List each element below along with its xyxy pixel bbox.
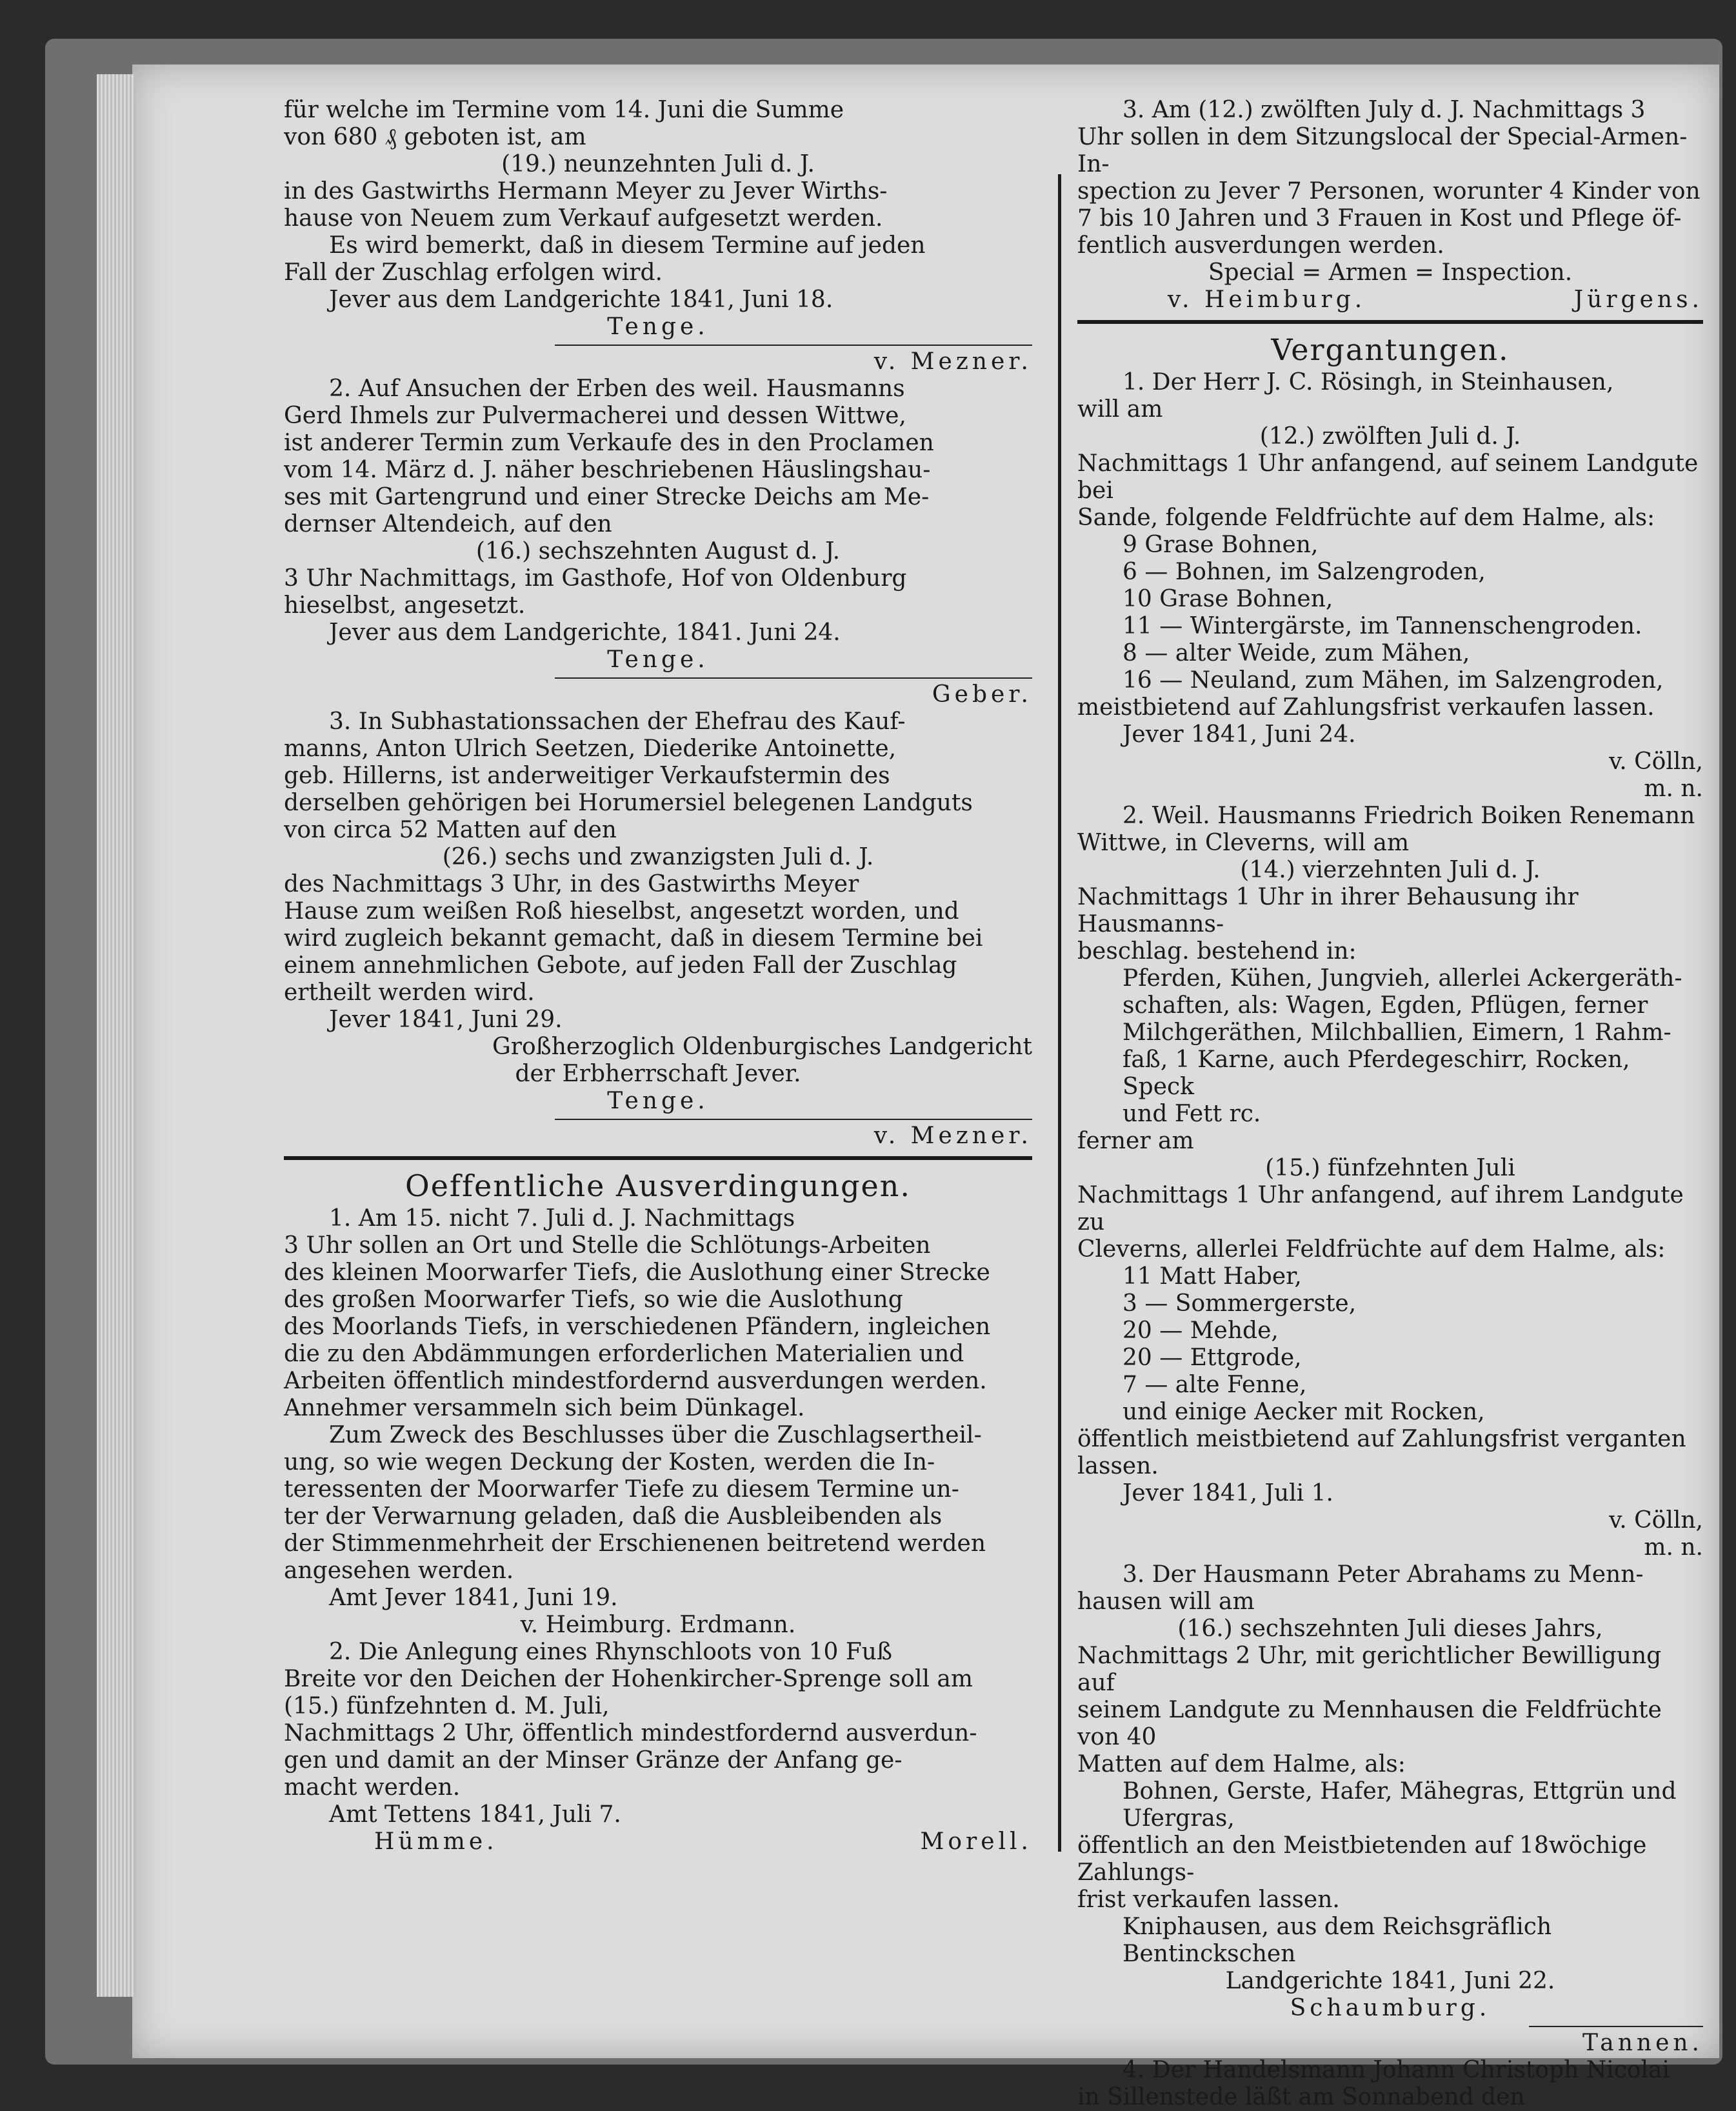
text-line: Uhr sollen in dem Sitzungslocal der Special-Armen-In- [1077,124,1688,177]
text-line: öffentlich an den Meistbietenden auf 18wöchige Zahlungs- [1077,1832,1647,1886]
text-line: 2. Auf Ansuchen der Erben des weil. Hausmanns [329,375,905,402]
divider [555,345,1032,346]
text-line: Sande, folgende Feldfrüchte auf dem Halme, als: [1077,505,1655,531]
text-line: faß, 1 Karne, auch Pferdegeschirr, Rocken, Speck [1122,1046,1630,1100]
text-line: (16.) sechszehnten Juli dieses Jahrs, [1177,1616,1603,1642]
page-edges [97,74,135,1997]
text-line: ses mit Gartengrund und einer Strecke Deichs am Me- [284,484,930,510]
left-column [284,97,1032,1856]
text-line: beschlag. bestehend in: [1077,938,1357,965]
text-line: 3. Der Hausmann Peter Abrahams zu Menn- [1122,1561,1644,1588]
text-line: des Moorlands Tiefs, in verschiedenen Pfändern, ingleichen [284,1314,991,1340]
text-line: meistbietend auf Zahlungsfrist verkaufen lassen. [1077,694,1655,721]
divider [555,677,1032,679]
signature: m. n. [1644,1534,1703,1561]
text-line: der Stimmenmehrheit der Erschienenen beitretend werden [284,1530,986,1557]
text-line: 2. Die Anlegung eines Rhynschloots von 10 Fuß [329,1639,893,1665]
text-line: (12.) zwölften Juli d. J. [1259,423,1521,450]
text-line: 3. In Subhastationssachen der Ehefrau des Kauf- [329,708,906,735]
text-line: ung, so wie wegen Deckung der Kosten, werden die In- [284,1449,935,1476]
text-line: macht werden. [284,1774,461,1801]
text-line: Special = Armen = Inspection. [1208,259,1573,286]
list-item: 20 — Ettgrode, [1122,1345,1302,1371]
text-line: Bohnen, Gerste, Hafer, Mähegras, Ettgrün und [1122,1778,1677,1805]
text-line: Nachmittags 1 Uhr in ihrer Behausung ihr Hausmanns- [1077,884,1579,937]
text-line: öffentlich meistbietend auf Zahlungsfrist verganten lassen. [1077,1426,1686,1479]
signature: Tenge. [607,1088,709,1114]
text-line: 3 Uhr Nachmittags, im Gasthofe, Hof von Oldenburg [284,565,907,592]
list-item: 20 — Mehde, [1122,1317,1279,1344]
text-line: Wittwe, in Cleverns, will am [1077,830,1410,856]
text-line: des Nachmittags 3 Uhr, in des Gastwirths Meyer [284,871,859,897]
signature: m. n. [1644,775,1703,802]
text-line: ist anderer Termin zum Verkaufe des in den Proclamen [284,430,934,456]
text-line: von 680 ₰ geboten ist, am [284,124,586,150]
text-line: 3 Uhr sollen an Ort und Stelle die Schlötungs-Arbeiten [284,1232,931,1259]
text-line: Breite vor den Deichen der Hohenkircher-Sprenge soll am [284,1666,973,1692]
text-line: Fall der Zuschlag erfolgen wird. [284,259,663,286]
text-line: Jever aus dem Landgerichte, 1841. Juni 24. [329,619,841,646]
text-line: in Sillenstede läßt am Sonnabend den [1077,2084,1525,2110]
text-line: 2. Weil. Hausmanns Friedrich Boiken Renemann [1122,803,1695,829]
signature: Geber. [932,681,1032,708]
signature: Tannen. [1582,2030,1703,2056]
list-item: 6 — Bohnen, im Salzengroden, [1122,559,1486,585]
text-line: des großen Moorwarfer Tiefs, so wie die Auslothung [284,1286,903,1313]
divider [1529,2026,1703,2027]
text-line: manns, Anton Ulrich Seetzen, Diederike Antoinette, [284,735,897,762]
text-line: für welche im Termine vom 14. Juni die Summe [284,97,844,123]
text-line: Nachmittags 2 Uhr, mit gerichtlicher Bewilligung auf [1077,1643,1662,1696]
section-rule [1077,320,1703,324]
text-line: der Erbherrschaft Jever. [515,1061,801,1087]
text-line: (15.) fünfzehnten d. M. Juli, [284,1693,610,1719]
text-line: Nachmittags 2 Uhr, öffentlich mindestfordernd ausverdun- [284,1720,977,1746]
text-line: 1. Am 15. nicht 7. Juli d. J. Nachmittags [329,1205,795,1232]
signature: Jürgens. [1573,286,1703,313]
text-line: Gerd Ihmels zur Pulvermacherei und dessen Wittwe, [284,403,906,429]
text-line: 1. Der Herr J. C. Rösingh, in Steinhausen, [1122,369,1614,395]
text-line: Zum Zweck des Beschlusses über die Zuschlagsertheil- [329,1422,982,1448]
text-line: geb. Hillerns, ist anderweitiger Verkaufstermin des [284,763,890,789]
text-line: Landgerichte 1841, Juni 22. [1225,1968,1555,1994]
text-line: frist verkaufen lassen. [1077,1886,1340,1913]
text-line: hausen will am [1077,1588,1255,1615]
text-line: 7 bis 10 Jahren und 3 Frauen in Kost und Pflege öf- [1077,205,1682,232]
section-heading: Vergantungen. [1271,332,1510,367]
text-line: Jever aus dem Landgerichte 1841, Juni 18. [329,286,833,313]
text-line: Milchgeräthen, Milchballien, Eimern, 1 Rahm- [1122,1019,1671,1046]
signature: v. Mezner. [873,348,1032,375]
text-line: Nachmittags 1 Uhr anfangend, auf ihrem Landgute zu [1077,1182,1684,1236]
text-line: (15.) fünfzehnten Juli [1265,1155,1515,1181]
text-line: die zu den Abdämmungen erforderlichen Materialien und [284,1341,964,1367]
text-line: (14.) vierzehnten Juli d. J. [1240,857,1541,883]
text-line: Hause zum weißen Roß hieselbst, angesetzt worden, und [284,898,959,925]
text-line: spection zu Jever 7 Personen, worunter 4 Kinder von [1077,178,1701,205]
signature: v. Heimburg. [1168,286,1366,313]
text-line: (19.) neunzehnten Juli d. J. [501,151,815,177]
text-line: (26.) sechs und zwanzigsten Juli d. J. [442,844,874,870]
text-line: vom 14. März d. J. näher beschriebenen Häuslingshau- [284,457,931,483]
text-line: dernser Altendeich, auf den [284,511,612,537]
signature: Schaumburg. [1290,1995,1491,2021]
text-line: Großherzoglich Oldenburgisches Landgericht [492,1034,1032,1060]
signature: Tenge. [607,646,709,673]
text-line: ertheilt werden wird. [284,979,535,1006]
text-line: in des Gastwirths Hermann Meyer zu Jever Wirths- [284,178,888,205]
list-item: 16 — Neuland, zum Mähen, im Salzengroden, [1122,667,1664,694]
signature-row [1077,286,1703,314]
text-line: angesehen werden. [284,1557,514,1584]
right-column [1077,97,1703,2111]
signature: Hümme. [374,1828,498,1855]
section-rule [284,1156,1032,1160]
text-line: Matten auf dem Halme, als: [1077,1751,1406,1777]
text-line: Ufergras, [1122,1805,1235,1832]
signature: v. Mezner. [873,1123,1032,1149]
signature: Tenge. [607,314,709,340]
text-line: 3. Am (12.) zwölften July d. J. Nachmittags 3 [1122,97,1646,123]
text-line: teressenten der Moorwarfer Tiefe zu diesem Termine un- [284,1476,959,1503]
text-line: Jever 1841, Juni 29. [329,1006,563,1033]
list-item: 11 — Wintergärste, im Tannenschengroden. [1122,613,1642,639]
signature: Morell. [920,1828,1032,1855]
section-heading: Oeffentliche Ausverdingungen. [404,1168,912,1203]
text-line: Jever 1841, Juni 24. [1122,721,1356,748]
text-line: Es wird bemerkt, daß in diesem Termine auf jeden [329,232,926,259]
signature: v. Cölln, [1609,1507,1703,1534]
text-line: einem annehmlichen Gebote, auf jeden Fall der Zuschlag [284,952,957,979]
text-line: Cleverns, allerlei Feldfrüchte auf dem Halme, als: [1077,1236,1666,1263]
text-line: hieselbst, angesetzt. [284,592,526,619]
list-item: 3 — Sommergerste, [1122,1290,1357,1317]
text-line: derselben gehörigen bei Horumersiel belegenen Landguts [284,790,973,816]
signature: v. Heimburg. Erdmann. [520,1612,796,1638]
signature: v. Cölln, [1609,748,1703,775]
list-item: 9 Grase Bohnen, [1122,532,1319,558]
column-divider [1058,174,1061,1852]
text-line: und Fett rc. [1122,1101,1261,1127]
list-item: 10 Grase Bohnen, [1122,586,1333,612]
text-line: fentlich ausverdungen werden. [1077,232,1444,259]
text-line: Nachmittags 1 Uhr anfangend, auf seinem Landgute bei [1077,450,1699,504]
text-line: Kniphausen, aus dem Reichsgräflich Bentinckschen [1122,1914,1552,1967]
text-line: Arbeiten öffentlich mindestfordernd ausverdungen werden. [284,1368,987,1394]
list-item: 7 — alte Fenne, [1122,1372,1307,1398]
signature-row [284,1828,1032,1856]
text-line: gen und damit an der Minser Gränze der Anfang ge- [284,1747,903,1774]
text-line: Annehmer versammeln sich beim Dünkagel. [284,1395,805,1421]
text-line: des kleinen Moorwarfer Tiefs, die Auslothung einer Strecke [284,1259,990,1286]
text-line: wird zugleich bekannt gemacht, daß in diesem Termine bei [284,925,983,952]
text-line: 4. Der Handelsmann Johann Christoph Nicolai [1122,2057,1670,2083]
text-line: Amt Jever 1841, Juni 19. [329,1585,618,1611]
text-line: von circa 52 Matten auf den [284,817,617,843]
text-line: Jever 1841, Juli 1. [1122,1480,1333,1506]
text-line: seinem Landgute zu Mennhausen die Feldfrüchte von 40 [1077,1697,1662,1750]
text-line: hause von Neuem zum Verkauf aufgesetzt werden. [284,205,883,232]
text-line: schaften, als: Wagen, Egden, Pflügen, ferner [1122,992,1648,1019]
text-line: ferner am [1077,1128,1194,1154]
text-line: (16.) sechszehnten August d. J. [475,538,841,565]
text-line: Amt Tettens 1841, Juli 7. [329,1801,621,1828]
divider [555,1119,1032,1120]
list-item: 11 Matt Haber, [1122,1263,1302,1290]
text-line: und einige Aecker mit Rocken, [1122,1399,1485,1425]
text-line: ter der Verwarnung geladen, daß die Ausbleibenden als [284,1503,943,1530]
text-line: will am [1077,396,1163,423]
text-line: Pferden, Kühen, Jungvieh, allerlei Ackergeräth- [1122,965,1682,992]
list-item: 8 — alter Weide, zum Mähen, [1122,640,1470,666]
